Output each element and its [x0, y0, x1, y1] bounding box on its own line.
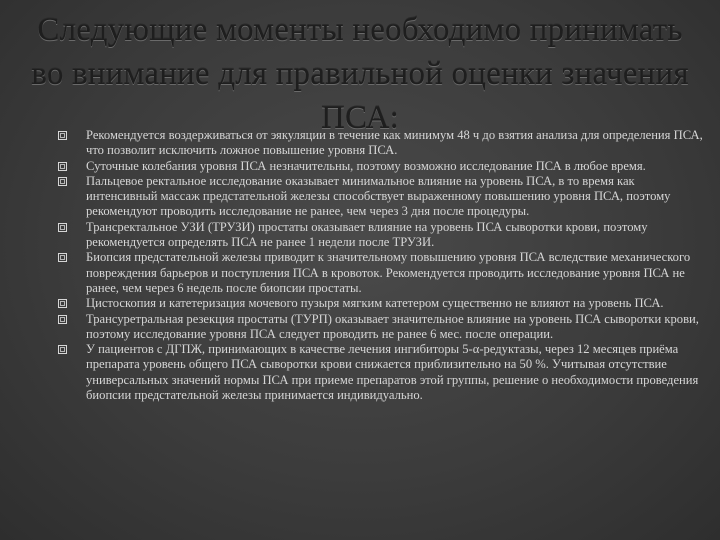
square-bullet-icon [58, 162, 67, 171]
square-bullet-icon [58, 177, 67, 186]
square-bullet-icon [58, 223, 67, 232]
slide-title: Следующие моменты необходимо принимать во внимание для правильной оценки значения ПСА: [31, 12, 689, 136]
bullet-item [58, 296, 708, 311]
bullet-text: Суточные колебания уровня ПСА незначительны, поэтому возможно исследование ПСА в любое время. [86, 158, 646, 173]
bullet-item [58, 220, 708, 251]
bullet-item [58, 159, 708, 174]
bullet-item [58, 174, 708, 220]
bullet-list [58, 128, 708, 403]
square-bullet-icon [58, 315, 67, 324]
bullet-text: У пациентов с ДГПЖ, принимающих в качестве лечения ингибиторы 5-α-редуктазы, через 12 месяцев приёма препарата уровень общего ПСА сыворотки крови снижается приблизительно на 50 %. Учитывая отсутствие универсальных значений нормы ПСА при приеме препаратов этой группы, решение о необходимости проведения биопсии предстательной железы принимается индивидуально. [86, 342, 699, 403]
bullet-item [58, 342, 708, 403]
bullet-text: Трансуретральная резекция простаты (ТУРП) оказывает значительное влияние на уровень ПСА сыворотки крови, поэтому исследование уровня ПСА следует проводить не ранее 6 мес. после операции. [86, 311, 699, 341]
square-bullet-icon [58, 131, 67, 140]
bullet-item [58, 250, 708, 296]
bullet-text: Трансректальное УЗИ (ТРУЗИ) простаты оказывает влияние на уровень ПСА сыворотки крови, поэтому рекомендуется определять ПСА не ранее 1 недели после ТРУЗИ. [86, 219, 648, 250]
square-bullet-icon [58, 253, 67, 262]
square-bullet-icon [58, 345, 67, 354]
bullet-text: Цистоскопия и катетеризация мочевого пузыря мягким катетером существенно не влияют на уровень ПСА. [86, 296, 664, 311]
bullet-text: Рекомендуется воздерживаться от эякуляции в течение как минимум 48 ч до взятия анализа для определения ПСА, что позволит исключить ложное повышение уровня ПСА. [86, 128, 703, 158]
bullet-item [58, 128, 708, 159]
square-bullet-icon [58, 299, 67, 308]
bullet-item [58, 312, 708, 343]
bullet-text: Пальцевое ректальное исследование оказывает минимальное влияние на уровень ПСА, в то время как интенсивный массаж предстательной железы способствует выраженному повышению уровня ПСА, поэтому рекомендуют проводить исследование не ранее, чем через 3 дня после процедуры. [86, 173, 671, 219]
bullet-text: Биопсия предстательной железы приводит к значительному повышению уровня ПСА вследствие механического повреждения барьеров и поступления ПСА в кровоток. Рекомендуется проводить исследование уровня ПСА не ранее, чем через 6 недель после биопсии простаты. [86, 250, 691, 295]
